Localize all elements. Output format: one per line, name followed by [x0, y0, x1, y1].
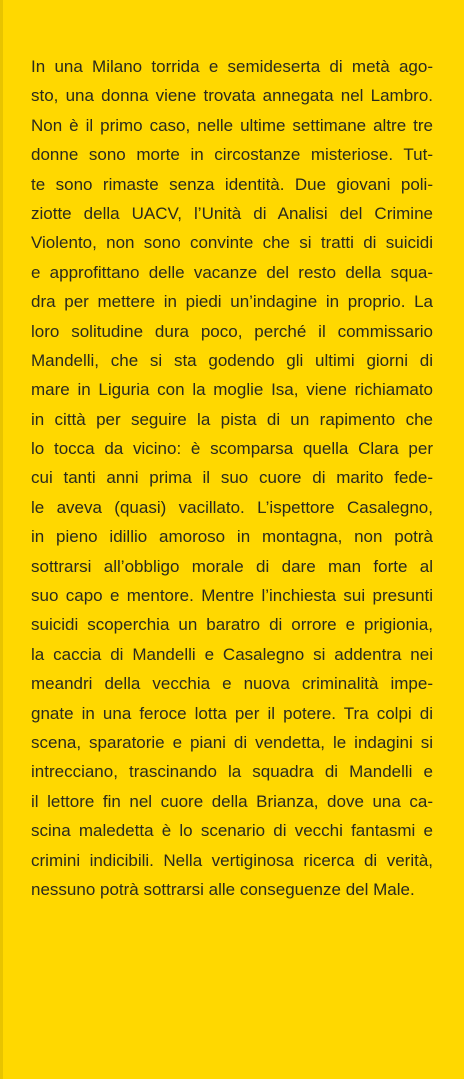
blurb-line: ziotte della UACV, l’Unità di Analisi del Crimine — [31, 203, 433, 223]
blurb-line: donne sono morte in circostanze misteriose. Tut- — [31, 145, 433, 165]
cover-edge-shadow — [0, 0, 3, 1079]
blurb-line: sottrarsi all’obbligo morale di dare man forte al — [31, 556, 433, 576]
blurb-line: in città per seguire la pista di un rapimento che — [31, 409, 433, 429]
blurb-line: gnate in una feroce lotta per il potere. Tra colpi di — [31, 703, 433, 723]
blurb-line: Non è il primo caso, nelle ultime settimane altre tre — [31, 115, 433, 135]
blurb-line: Violento, non sono convinte che si tratti di suicidi — [31, 233, 433, 253]
blurb-line: sto, una donna viene trovata annegata nel Lambro. — [31, 86, 433, 106]
blurb-line: te sono rimaste senza identità. Due giovani poli- — [31, 174, 433, 194]
blurb-line: meandri della vecchia e nuova criminalità impe- — [31, 674, 433, 694]
blurb-line: e approfittano delle vacanze del resto della squa- — [31, 262, 433, 282]
blurb-line: In una Milano torrida e semideserta di metà ago- — [31, 57, 433, 76]
blurb-line: il lettore fin nel cuore della Brianza, dove una ca- — [31, 791, 433, 811]
blurb-line: loro solitudine dura poco, perché il commissario — [31, 321, 433, 341]
blurb-line: crimini indicibili. Nella vertiginosa ricerca di verità, — [31, 850, 433, 870]
blurb-line: mare in Liguria con la moglie Isa, viene richiamato — [31, 380, 433, 400]
blurb-line: dra per mettere in piedi un’indagine in proprio. La — [31, 292, 433, 312]
blurb-line: le aveva (quasi) vacillato. L’ispettore Casalegno, — [31, 497, 433, 517]
blurb-line: scina maledetta è lo scenario di vecchi fantasmi e — [31, 821, 433, 841]
back-cover-blurb — [31, 52, 433, 904]
blurb-line: scena, sparatorie e piani di vendetta, le indagini si — [31, 732, 433, 752]
blurb-line: Mandelli, che si sta godendo gli ultimi giorni di — [31, 350, 433, 370]
blurb-line: intrecciano, trascinando la squadra di Mandelli e — [31, 762, 433, 782]
blurb-line: nessuno potrà sottrarsi alle conseguenze del Male. — [31, 879, 415, 899]
blurb-line: suicidi scoperchia un baratro di orrore e prigionia, — [31, 615, 433, 635]
blurb-line: la caccia di Mandelli e Casalegno si addentra nei — [31, 644, 433, 664]
blurb-line: lo tocca da vicino: è scomparsa quella Clara per — [31, 439, 433, 459]
blurb-line: in pieno idillio amoroso in montagna, non potrà — [31, 527, 433, 547]
blurb-line: suo capo e mentore. Mentre l’inchiesta sui presunti — [31, 586, 433, 606]
blurb-line: cui tanti anni prima il suo cuore di marito fede- — [31, 468, 433, 488]
